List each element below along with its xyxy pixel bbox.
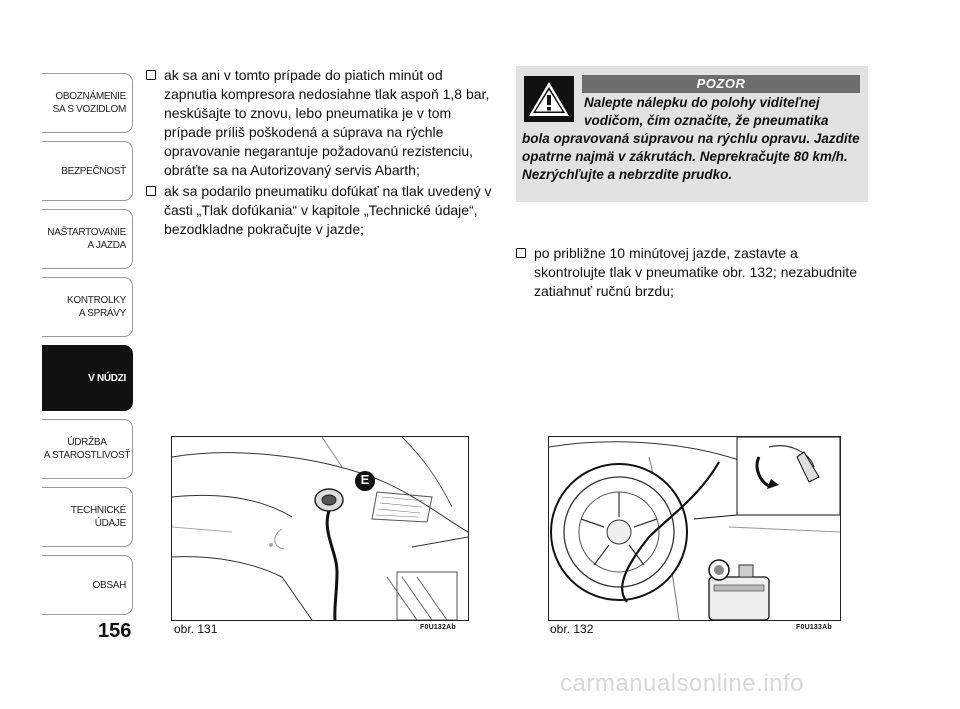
warning-text-line: vodičom, čím označíte, že pneumatika [584,113,829,128]
figure-132-code: F0U133Ab [796,624,832,631]
list-item-text: ak sa ani v tomto prípade do piatich minút od zapnutia kompresora nedosiahne tlak aspoň 1,8 bar, neskúšajte to znovu, lebo pneumatika je v tom prípade príliš poškodená a súprava na rýchle opravovanie negarantuje požadovanú rezistenciu, obráťte sa na Autorizovaný servis Abarth; [164,67,490,178]
checkbox-bullet-icon [146,186,156,196]
figure-131-illustration [171,436,469,621]
tab-oboznamenie[interactable]: OBOZNÁMENIE SA S VOZIDLOM [42,73,133,133]
watermark-text: carmanualsonline.info [560,670,804,697]
tab-udrzba[interactable]: ÚDRŽBA A STAROSTLIVOSŤ [42,419,133,479]
left-text-column [146,66,496,241]
checkbox-bullet-icon [516,248,526,258]
page-number: 156 [98,620,132,642]
tab-kontrolky[interactable]: KONTROLKY A SPRÁVY [42,277,133,337]
checkbox-bullet-icon [146,70,156,80]
tab-nastartovanie[interactable]: NAŠTARTOVANIE A JAZDA [42,209,133,269]
figure-131-code: F0U132Ab [420,624,456,631]
tab-obsah[interactable]: OBSAH [42,555,133,615]
tab-v-nudzi[interactable]: V NÚDZI [42,345,133,411]
list-item-text: po približne 10 minútovej jazde, zastavte a skontrolujte tlak v pneumatike obr. 132; nezabudnite zatiahnuť ručnú brzdu; [534,245,857,299]
right-text-column [516,244,866,303]
plug-socket-illustration [172,437,468,620]
tab-bezpecnost[interactable]: BEZPEČNOSŤ [42,141,133,201]
tab-technicke-udaje[interactable]: TECHNICKÉ ÚDAJE [42,487,133,547]
list-item [146,182,496,239]
marker-e-label: E [360,472,370,487]
warning-box [516,66,868,202]
figure-131-caption: obr. 131 [174,622,218,636]
list-item [146,66,496,180]
warning-title: POZOR [582,75,860,93]
compressor-tire-illustration [549,437,840,620]
warning-text-line: Nalepte nálepku do polohy viditeľnej [584,95,820,110]
figure-132-illustration [548,436,841,621]
figure-132-caption: obr. 132 [550,622,594,636]
list-item-text: ak sa podarilo pneumatiku dofúkať na tlak uvedený v časti „Tlak dofúkania“ v kapitole „Technické údaje“, bezodkladne pokračujte v jazde; [164,183,492,237]
warning-text [522,94,862,184]
list-item [516,244,866,301]
warning-text-rest: bola opravovaná súpravou na rýchlu opravu. Jazdite opatrne najmä v zákrutách. Neprekračujte 80 km/h. Nezrýchľujte a nebrzdite prudko. [522,131,860,182]
